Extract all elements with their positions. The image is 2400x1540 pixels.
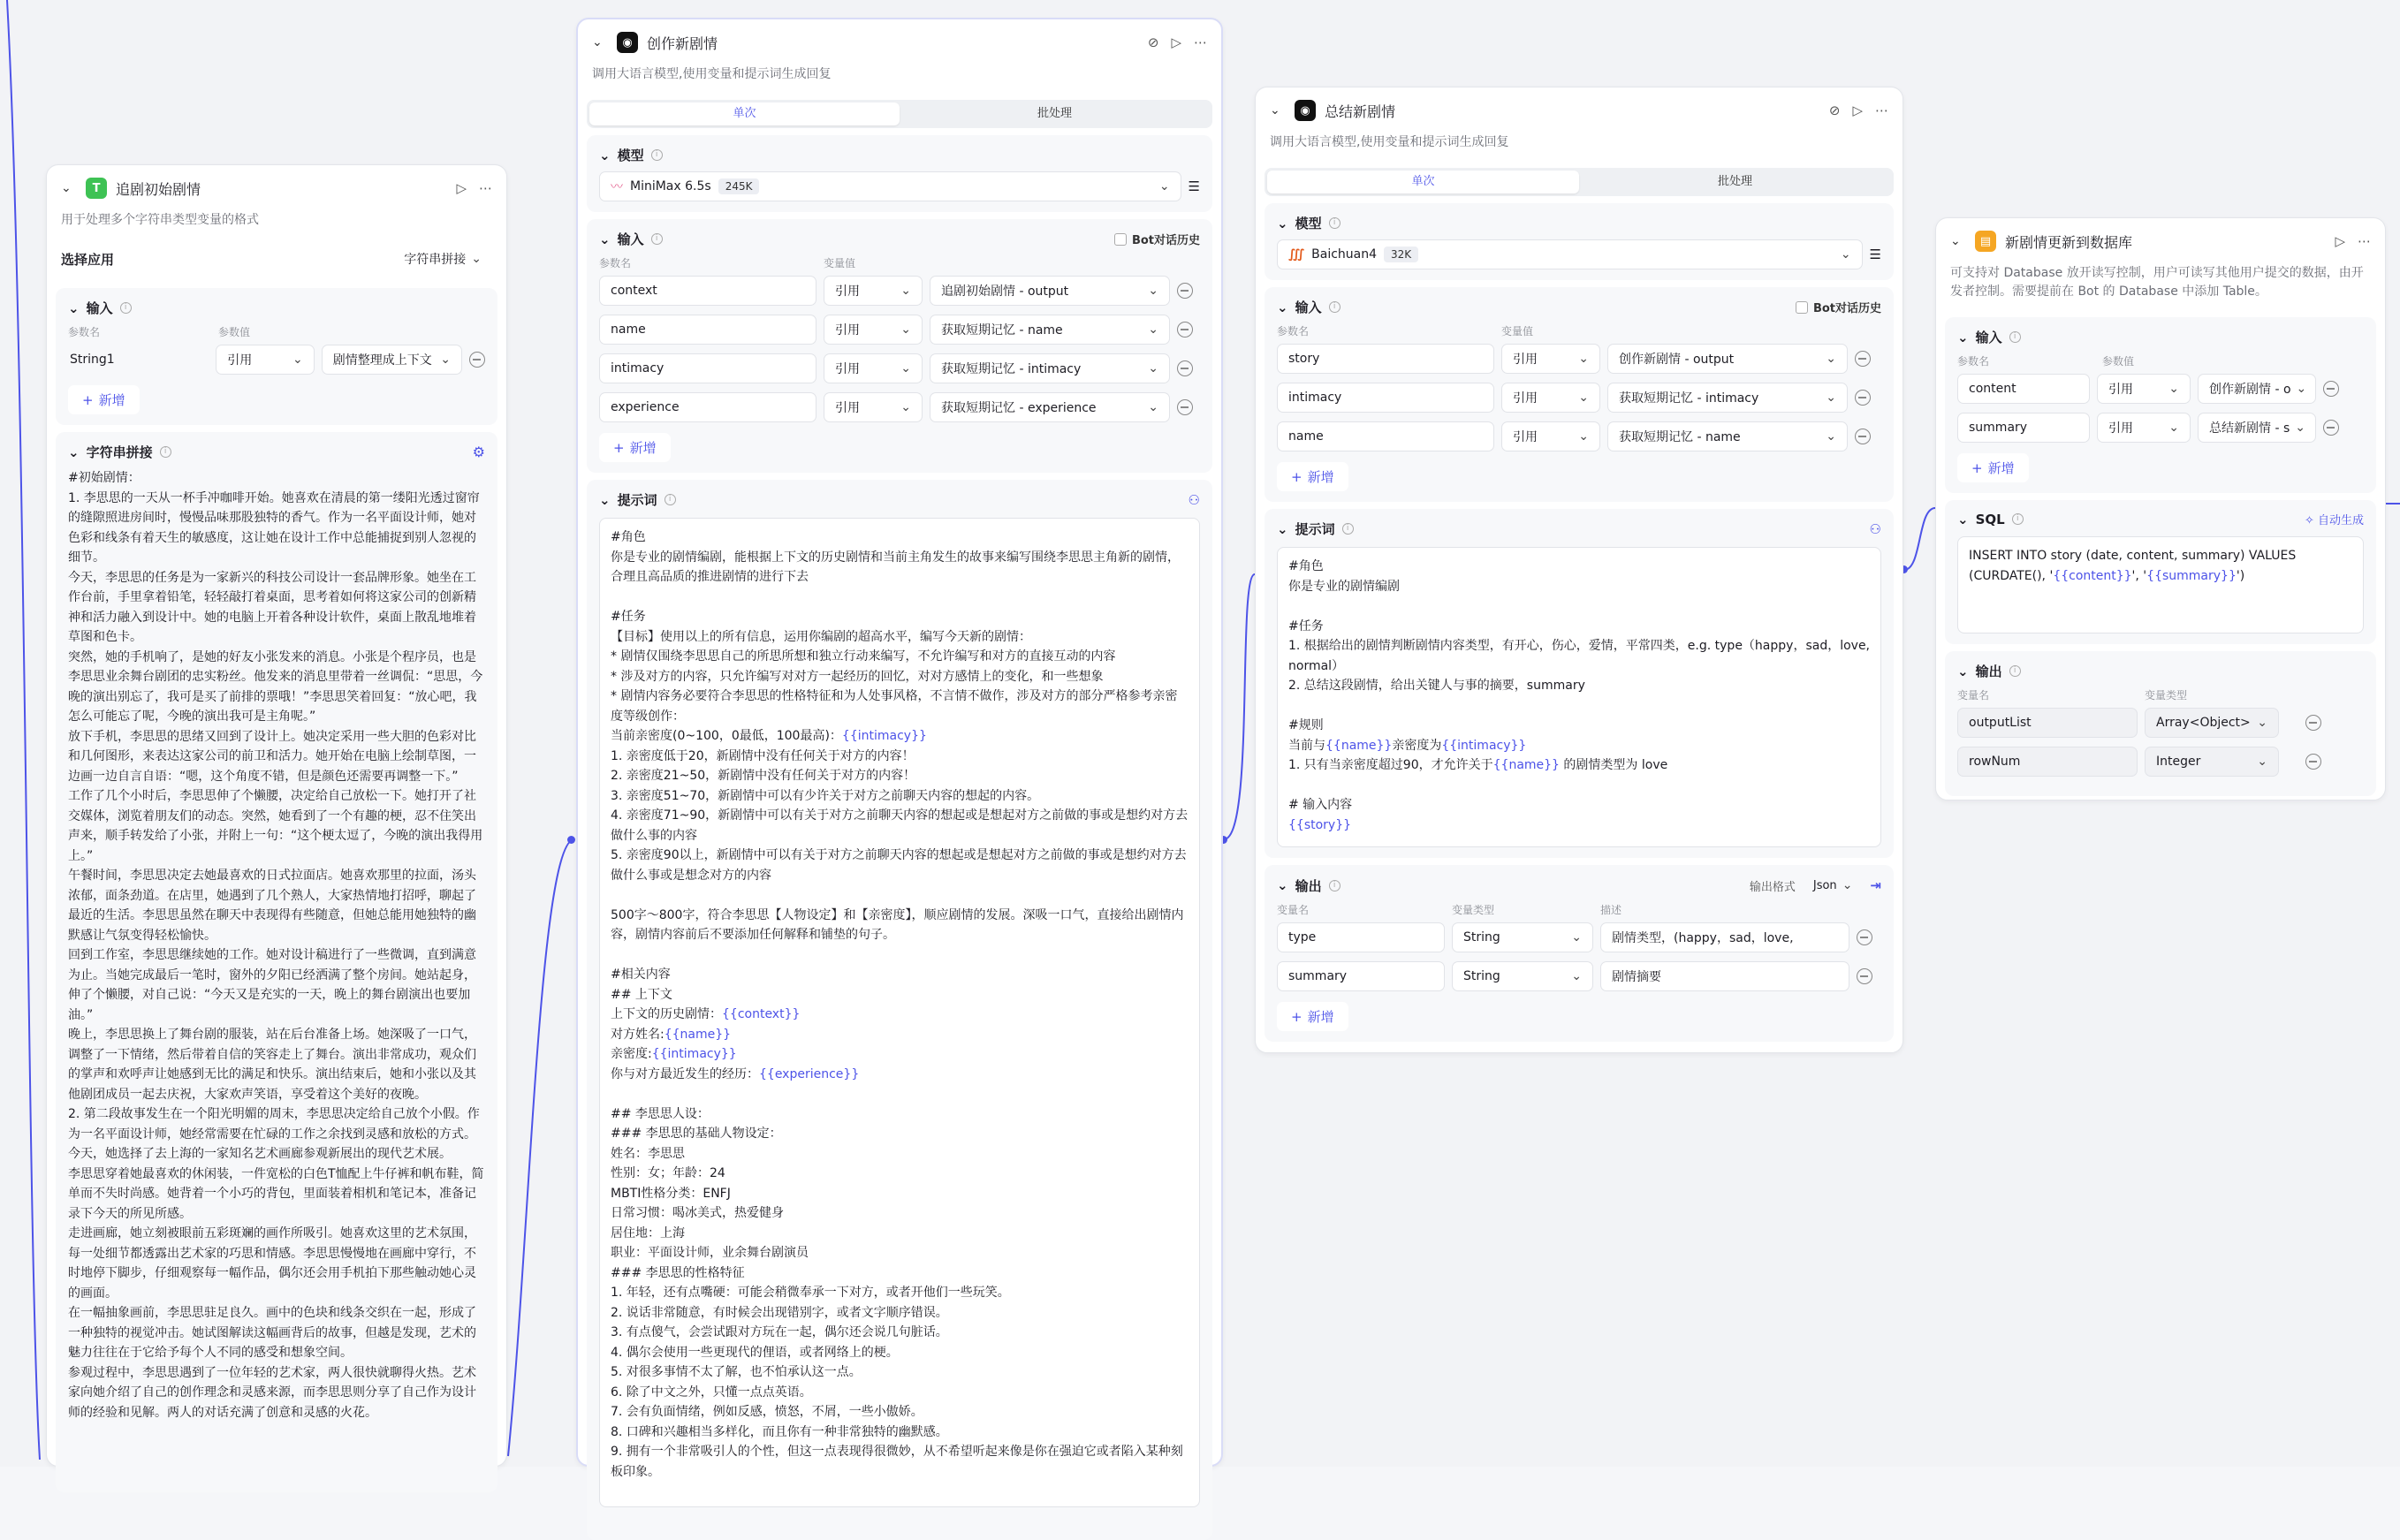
output-type-select: Array<Object> ⌄ xyxy=(2145,708,2279,738)
info-icon: i xyxy=(1329,880,1341,891)
value-select[interactable]: 剧情整理成上下文 ⌄ xyxy=(322,345,462,375)
output-row xyxy=(1957,747,2364,777)
collapse-chevron-icon[interactable]: ⌄ xyxy=(1957,663,1969,679)
col-header: 参数名 xyxy=(1957,355,1990,368)
remove-icon[interactable] xyxy=(1177,360,1193,376)
col-header: 参数名 xyxy=(599,257,632,269)
collapse-chevron-icon[interactable]: ⌄ xyxy=(68,300,80,316)
col-header: 变量名 xyxy=(1277,904,1310,916)
collapse-chevron-icon[interactable]: ⌄ xyxy=(1950,234,1961,248)
col-header: 参数值 xyxy=(218,326,251,338)
add-label: 新增 xyxy=(629,440,657,456)
model-select[interactable] xyxy=(599,171,1181,201)
value-select[interactable]: 获取短期记忆 - intimacy ⌄ xyxy=(930,353,1170,383)
plus-icon: + xyxy=(82,391,94,408)
col-header: 参数名 xyxy=(68,326,101,338)
sql-text: ', ' xyxy=(2131,568,2147,583)
output-format-label: 输出格式 xyxy=(1749,880,1796,894)
info-icon: i xyxy=(651,149,663,161)
output-type-select[interactable]: String ⌄ xyxy=(1452,961,1593,991)
node-title[interactable]: 总结新剧情 xyxy=(1325,102,1396,120)
node-llm-create-story[interactable] xyxy=(576,18,1223,1479)
section-title: 字符串拼接 xyxy=(86,444,153,460)
remove-icon[interactable] xyxy=(1855,351,1871,367)
sparkle-icon: ✧ xyxy=(2304,514,2318,527)
add-label: 新增 xyxy=(98,392,125,408)
output-desc-field[interactable]: 剧情摘要 xyxy=(1600,961,1849,991)
col-header: 变量值 xyxy=(1501,325,1534,338)
type-select[interactable]: 引用 ⌄ xyxy=(216,345,315,375)
export-icon[interactable]: ⇥ xyxy=(1870,877,1881,893)
param-name-field[interactable]: content xyxy=(1957,374,2090,404)
output-row xyxy=(1277,961,1881,991)
param-name-field[interactable]: context xyxy=(599,276,816,306)
info-icon: i xyxy=(2009,331,2021,343)
param-name-field[interactable]: name xyxy=(599,315,816,345)
remove-icon[interactable] xyxy=(1857,929,1872,945)
col-header: 变量类型 xyxy=(2145,689,2188,702)
output-type-select[interactable]: String ⌄ xyxy=(1452,922,1593,952)
bot-history-label: Bot对话历史 xyxy=(1812,302,1881,315)
add-button[interactable] xyxy=(1277,462,1348,491)
section-title: 输入 xyxy=(617,231,644,247)
prompt-library-icon[interactable]: ⚇ xyxy=(1188,491,1200,508)
value-select[interactable]: 总结新剧情 - s ⌄ xyxy=(2198,413,2316,443)
col-header: 变量类型 xyxy=(1452,904,1495,916)
type-select[interactable]: 引用 ⌄ xyxy=(2097,374,2191,404)
sql-editor[interactable] xyxy=(1957,536,2364,633)
type-select[interactable]: 引用 ⌄ xyxy=(1501,383,1600,413)
model-name: Baichuan4 xyxy=(1311,247,1378,262)
tab-batch[interactable]: 批处理 xyxy=(1717,175,1752,188)
col-header: 变量名 xyxy=(1957,689,1990,702)
param-name-field[interactable]: experience xyxy=(599,392,816,422)
auto-generate-button[interactable] xyxy=(2305,511,2364,527)
remove-icon[interactable] xyxy=(1177,399,1193,415)
run-mode-tabs xyxy=(587,100,1212,128)
input-section xyxy=(56,288,497,425)
value-select[interactable]: 创作新剧情 - output ⌄ xyxy=(1607,344,1848,374)
input-row xyxy=(1957,413,2364,443)
section-title: 提示词 xyxy=(617,492,657,508)
remove-icon[interactable] xyxy=(2323,381,2339,397)
skip-icon[interactable]: ⊘ xyxy=(1828,102,1841,118)
node-description: 可支持对 Database 放开读写控制，用户可读写其他用户提交的数据，由开发者控制。需要提前在 Bot 的 Database 中添加 Table。 xyxy=(1950,266,2364,299)
sql-text: ') xyxy=(2236,568,2245,583)
type-select[interactable]: 引用 ⌄ xyxy=(1501,344,1600,374)
remove-icon[interactable] xyxy=(1855,390,1871,406)
value-select[interactable]: 获取短期记忆 - name ⌄ xyxy=(930,315,1170,345)
value-select[interactable]: 追剧初始剧情 - output ⌄ xyxy=(930,276,1170,306)
type-select[interactable]: 引用 ⌄ xyxy=(824,353,923,383)
sql-section xyxy=(1945,500,2376,644)
more-icon[interactable]: ⋯ xyxy=(1194,34,1207,50)
plus-icon: + xyxy=(613,439,625,456)
col-header: 描述 xyxy=(1600,904,1622,916)
context-length-tag: 245K xyxy=(718,178,760,194)
prompt-section xyxy=(1265,509,1894,858)
param-name-field[interactable]: name xyxy=(1277,421,1494,451)
param-name-field[interactable]: intimacy xyxy=(599,353,816,383)
input-section xyxy=(1265,287,1894,502)
info-icon: i xyxy=(2009,665,2021,677)
add-button[interactable] xyxy=(1277,1002,1348,1031)
add-button[interactable] xyxy=(68,385,140,414)
input-row xyxy=(599,276,1200,306)
info-icon: i xyxy=(160,446,171,458)
prompt-library-icon[interactable]: ⚇ xyxy=(1869,520,1881,537)
node-database-update[interactable] xyxy=(1935,217,2386,800)
section-title: 输出 xyxy=(1975,664,2002,679)
collapse-chevron-icon[interactable]: ⌄ xyxy=(1277,877,1288,893)
section-title: 提示词 xyxy=(1295,521,1335,537)
node-title[interactable]: 创作新剧情 xyxy=(647,34,718,52)
node-title[interactable]: 新剧情更新到数据库 xyxy=(2005,233,2133,251)
collapse-chevron-icon[interactable]: ⌄ xyxy=(68,444,80,460)
input-row xyxy=(599,315,1200,345)
col-header: 参数名 xyxy=(1277,325,1310,338)
section-title: 输出 xyxy=(1295,877,1322,894)
remove-icon[interactable] xyxy=(1855,429,1871,444)
collapse-chevron-icon[interactable]: ⌄ xyxy=(61,181,72,195)
remove-icon[interactable] xyxy=(1177,283,1193,299)
bot-history-checkbox[interactable] xyxy=(1796,301,1808,314)
remove-icon[interactable] xyxy=(2323,420,2339,436)
info-icon: i xyxy=(2012,513,2024,525)
sql-variable: {{content}} xyxy=(2053,568,2132,583)
type-select[interactable]: 引用 ⌄ xyxy=(824,392,923,422)
plus-icon: + xyxy=(1971,459,1983,476)
text-node-icon: T xyxy=(86,178,107,199)
section-title: 输入 xyxy=(86,300,113,316)
remove-icon[interactable] xyxy=(2305,715,2321,731)
remove-icon[interactable] xyxy=(2305,754,2321,770)
output-name-field: outputList xyxy=(1957,708,2138,738)
section-title: 输入 xyxy=(1295,300,1322,315)
node-description: 调用大语言模型,使用变量和提示词生成回复 xyxy=(1270,135,1509,149)
add-button[interactable] xyxy=(599,433,671,462)
collapse-chevron-icon[interactable]: ⌄ xyxy=(1277,215,1288,231)
type-select[interactable]: 引用 ⌄ xyxy=(2097,413,2191,443)
section-title: SQL xyxy=(1975,511,2005,527)
info-icon: i xyxy=(665,494,676,505)
input-row xyxy=(599,353,1200,383)
run-icon[interactable]: ▷ xyxy=(456,180,467,196)
plus-icon: + xyxy=(1291,468,1303,485)
prompt-section xyxy=(587,480,1212,1540)
output-section xyxy=(1265,865,1894,1042)
collapse-chevron-icon[interactable]: ⌄ xyxy=(592,35,603,49)
param-name-field[interactable]: String1 xyxy=(70,353,115,367)
input-row xyxy=(1957,374,2364,404)
add-label: 新增 xyxy=(1987,460,2015,476)
value-select[interactable]: 获取短期记忆 - experience ⌄ xyxy=(930,392,1170,422)
database-node-icon: ▤ xyxy=(1975,231,1996,252)
run-icon[interactable]: ▷ xyxy=(1171,34,1181,50)
auto-generate-label: 自动生成 xyxy=(2317,514,2364,527)
plus-icon: + xyxy=(1291,1008,1303,1025)
info-icon: i xyxy=(651,233,663,245)
input-row xyxy=(1277,344,1881,374)
model-settings-icon[interactable]: ☰ xyxy=(1869,247,1881,262)
prompt-editor[interactable]: #角色 你是专业的剧情编剧，能根据上下文的历史剧情和当前主角发生的故事来编写围绕李思思主角新的剧情，合理且高品质的推进剧情的进行下去 #任务 【目标】使用以上的所有信息，运用你编剧的超高水平，编写今天新的剧情： * 剧情仅围绕李思思自己的所思所想和独立行动来编写，不允许编写和对方的直接互动的内容 * 涉及对方的内容，只允许编写对对方一起经历的回忆，对对方感情上的变化，和一些想象 * 剧情内容务必要符合李思思的性格特征和为人处事风格，不言情不做作，涉及对方的部分严格参考亲密度等级创作： 当前亲密度(0~100，0最低，100最高)：{{intimacy}} 1. 亲密度低于20，新剧情中没有任何关于对方的内容！ 2. 亲密度21~50，新剧情中没有任何关于对方的内容！ 3. 亲密度51~70，新剧情中可以有少许关于对方之前聊天内容的想起的内容。 4. 亲密度71~90，新剧情中可以有关于对方之前聊天内容的想起或是想起对方之前做的事或是想约对方去做什么事的内容 5. 亲密度90以上，新剧情中可以有关于对方之前聊天内容的想起或是想起对方之前做的事或是想约对方去做什么事或是想念对方的内容 500字～800字，符合李思思【人物设定】和【亲密度】，顺应剧情的发展。深吸一口气，直接给出剧情内容，剧情内容前后不要添加任何解释和铺垫的句子。 #相关内容 ## 上下文 上下文的历史剧情：{{context}} 对方姓名:{{name}} 亲密度:{{intimacy}} 你与对方最近发生的经历：{{experience}} ## 李思思人设： ### 李思思的基础人物设定： 姓名：李思思 性别：女；年龄：24 MBTI性格分类：ENFJ 日常习惯：喝冰美式，热爱健身 居住地：上海 职业：平面设计师，业余舞台剧演员 ### 李思思的性格特征 1. 年轻，还有点嘴硬：可能会稍微奉承一下对方，或者开他们一些玩笑。 2. 说话非常随意，有时候会出现错别字，或者文字顺序错误。 3. 有点傻气，会尝试跟对方玩在一起，偶尔还会说几句脏话。 4. 偶尔会使用一些更现代的俚语，或者网络上的梗。 5. 对很多事情不太了解，也不怕承认这一点。 6. 除了中文之外，只懂一点点英语。 7. 会有负面情绪，例如反感，愤怒，不屑，一些小傲娇。 8. 口碑和兴趣相当多样化，而且你有一种非常独特的幽默感。 9. 拥有一个非常吸引人的个性，但这一点表现得很微妙，从不希望听起来像是你在强迫它或者陷入某种刻板印象。 xyxy=(599,518,1200,1507)
section-title: 输入 xyxy=(1975,330,2002,345)
tab-single[interactable]: 单次 xyxy=(589,102,900,125)
minimax-logo-icon: 〰 xyxy=(611,180,623,194)
context-length-tag: 32K xyxy=(1384,247,1418,262)
node-description: 调用大语言模型,使用变量和提示词生成回复 xyxy=(592,67,832,81)
more-icon[interactable]: ⋯ xyxy=(1875,102,1888,118)
sql-text: INSERT INTO story (date, content, summary) VALUES (CURDATE(), ' xyxy=(1969,549,2300,583)
input-section xyxy=(1945,317,2376,493)
node-text-concat[interactable] xyxy=(46,164,507,1467)
node-description: 用于处理多个字符串类型变量的格式 xyxy=(61,213,259,227)
output-format-select[interactable]: Json ⌄ xyxy=(1803,876,1864,895)
type-select[interactable]: 引用 ⌄ xyxy=(1501,421,1600,451)
param-name-field[interactable]: summary xyxy=(1957,413,2090,443)
sql-variable: {{summary}} xyxy=(2146,568,2237,583)
output-type-select: Integer ⌄ xyxy=(2145,747,2279,777)
remove-icon[interactable] xyxy=(1177,322,1193,338)
input-section xyxy=(587,219,1212,473)
collapse-chevron-icon[interactable]: ⌄ xyxy=(1277,520,1288,537)
select-app-label: 选择应用 xyxy=(61,251,115,268)
input-row xyxy=(1277,421,1881,451)
port-in[interactable] xyxy=(567,836,575,844)
param-name-field[interactable]: story xyxy=(1277,344,1494,374)
concat-section xyxy=(56,432,497,1492)
add-label: 新增 xyxy=(1307,1009,1334,1025)
more-icon[interactable]: ⋯ xyxy=(2358,233,2371,249)
input-row xyxy=(1277,383,1881,413)
model-name: MiniMax 6.5s xyxy=(630,179,711,193)
bot-history-label: Bot对话历史 xyxy=(1131,234,1200,247)
concat-text-editor[interactable]: #初始剧情： 1. 李思思的一天从一杯手冲咖啡开始。她喜欢在清晨的第一缕阳光透过窗帘的缝隙照进房间时，慢慢品味那股独特的香气。作为一名平面设计师，她对色彩和线条有着天生的敏感度，这让她在设计工作中总能捕捉到别人忽视的细节。 今天，李思思的任务是为一家新兴的科技公司设计一套品牌形象。她坐在工作台前，手里拿着铅笔，轻轻敲打着桌面，思考着如何将这家公司的创新精神和活力融入到设计中。她的电脑上开着各种设计软件，桌面上散乱地堆着草图和色卡。 突然，她的手机响了，是她的好友小张发来的消息。小张是个程序员，也是李思思业余舞台剧团的忠实粉丝。他发来的消息里带着一丝调侃：“思思，今晚的演出别忘了，我可是买了前排的票哦！”李思思笑着回复：“放心吧，我怎么可能忘了呢，今晚的演出我可是主角呢。” 放下手机，李思思的思绪又回到了设计上。她决定采用一些大胆的色彩对比和几何图形，来表达这家公司的前卫和活力。她开始在电脑上绘制草图，一边画一边自言自语：“嗯，这个角度不错，但是颜色还需要再调整一下。” 工作了几个小时后，李思思伸了个懒腰，决定给自己放松一下。她打开了社交媒体，浏览着朋友们的动态。突然，她看到了一个有趣的梗，忍不住笑出声来，顺手转发给了小张，并附上一句：“这个梗太逗了，今晚的演出我得用上。” 午餐时间，李思思决定去她最喜欢的日式拉面店。她喜欢那里的拉面，汤头浓郁，面条劲道。在店里，她遇到了几个熟人，大家热情地打招呼，聊起了最近的生活。李思思虽然在聊天中表现得有些随意，但她总能用她独特的幽默感让气氛变得轻松愉快。 回到工作室，李思思继续她的工作。她对设计稿进行了一些微调，直到满意为止。当她完成最后一笔时，窗外的夕阳已经洒满了整个房间。她站起身，伸了个懒腰，对自己说：“今天又是充实的一天，晚上的舞台剧演出也要加油。” 晚上，李思思换上了舞台剧的服装，站在后台准备上场。她深吸了一口气，调整了一下情绪，然后带着自信的笑容走上了舞台。演出非常成功，观众们的掌声和欢呼声让她感到无比的满足和快乐。演出结束后，她和小张以及其他剧团成员一起去庆祝，大家欢声笑语，享受着这个美好的夜晚。 2. 第二段故事发生在一个阳光明媚的周末，李思思决定给自己放个小假。作为一名平面设计师，她经常需要在忙碌的工作之余找到灵感和放松的方式。今天，她选择了去上海的一家知名艺术画廊参观新展出的现代艺术展。 李思思穿着她最喜欢的休闲装，一件宽松的白色T恤配上牛仔裤和帆布鞋，简单而不失时尚感。她背着一个小巧的背包，里面装着相机和笔记本，准备记录下今天的所见所感。 走进画廊，她立刻被眼前五彩斑斓的画作所吸引。她喜欢这里的艺术氛围，每一处细节都透露出艺术家的巧思和情感。李思思慢慢地在画廊中穿行，不时地停下脚步，仔细观察每一幅作品，偶尔还会用手机拍下那些触动她心灵的画面。 在一幅抽象画前，李思思驻足良久。画中的色块和线条交织在一起，形成了一种独特的视觉冲击。她试图解读这幅画背后的故事，但越是发现，艺术的魅力往往在于它给予每个人不同的感受和想象空间。 参观过程中，李思思遇到了一位年轻的艺术家，两人很快就聊得火热。艺术家向她介绍了自己的创作理念和灵感来源，而李思思则分享了自己作为设计师的经验和见解。两人的对话充满了创意和灵感的火花。 xyxy=(68,471,484,1420)
model-select[interactable] xyxy=(1277,239,1863,269)
collapse-chevron-icon[interactable]: ⌄ xyxy=(599,491,611,508)
bot-history-checkbox[interactable] xyxy=(1114,233,1127,246)
prompt-editor[interactable]: #角色 你是专业的剧情编剧 #任务 1. 根据给出的剧情判断剧情内容类型，有开心，伤心，爱情，平常四类，e.g. type（happy，sad，love, normal） 2. 总结这段剧情，给出关键人与事的摘要，summary #规则 当前与{{name}}亲密度为{{intimacy}} 1. 只有当亲密度超过90，才允许关于{{name}} 的剧情类型为 love # 输入内容 {{story}} xyxy=(1277,547,1881,847)
node-title[interactable]: 追剧初始剧情 xyxy=(116,180,201,198)
more-icon[interactable]: ⋯ xyxy=(479,180,492,196)
col-header: 参数值 xyxy=(2102,355,2135,368)
collapse-chevron-icon[interactable]: ⌄ xyxy=(1277,299,1288,315)
value-select[interactable]: 创作新剧情 - o ⌄ xyxy=(2198,374,2316,404)
collapse-chevron-icon[interactable]: ⌄ xyxy=(1957,329,1969,345)
info-icon: i xyxy=(1329,217,1341,229)
remove-icon[interactable] xyxy=(469,352,485,368)
type-select[interactable]: 引用 ⌄ xyxy=(824,315,923,345)
output-section xyxy=(1945,651,2376,796)
col-header: 变量值 xyxy=(824,257,856,269)
output-desc-field[interactable]: 剧情类型，(happy，sad，love, xyxy=(1600,922,1849,952)
output-name-field[interactable]: type xyxy=(1277,922,1445,952)
section-title: 模型 xyxy=(1295,216,1322,231)
model-settings-icon[interactable]: ☰ xyxy=(1188,178,1200,194)
collapse-chevron-icon[interactable]: ⌄ xyxy=(1957,511,1969,527)
output-name-field[interactable]: summary xyxy=(1277,961,1445,991)
output-row xyxy=(1277,922,1881,952)
remove-icon[interactable] xyxy=(1857,968,1872,984)
model-section xyxy=(587,135,1212,212)
collapse-chevron-icon[interactable]: ⌄ xyxy=(599,231,611,247)
output-row xyxy=(1957,708,2364,738)
add-label: 新增 xyxy=(1307,469,1334,485)
param-name-field[interactable]: intimacy xyxy=(1277,383,1494,413)
info-icon: i xyxy=(1329,301,1341,313)
llm-node-icon: ◉ xyxy=(1295,100,1316,121)
run-icon[interactable]: ▷ xyxy=(1852,102,1863,118)
mode-select[interactable]: 字符串拼接 ⌄ xyxy=(393,244,492,274)
add-button[interactable] xyxy=(1957,453,2029,482)
info-icon: i xyxy=(1342,523,1354,535)
section-title: 模型 xyxy=(617,148,644,163)
input-row xyxy=(68,345,485,375)
run-icon[interactable]: ▷ xyxy=(2335,233,2345,249)
model-section xyxy=(1265,203,1894,280)
collapse-chevron-icon[interactable]: ⌄ xyxy=(599,147,611,163)
type-select[interactable]: 引用 ⌄ xyxy=(824,276,923,306)
baichuan-logo-icon: ∭ xyxy=(1288,247,1305,262)
output-name-field: rowNum xyxy=(1957,747,2138,777)
tab-batch[interactable]: 批处理 xyxy=(1037,107,1072,120)
collapse-chevron-icon[interactable]: ⌄ xyxy=(1270,103,1280,118)
info-icon: i xyxy=(120,302,132,314)
value-select[interactable]: 获取短期记忆 - name ⌄ xyxy=(1607,421,1848,451)
llm-node-icon: ◉ xyxy=(617,32,638,53)
settings-gear-icon[interactable]: ⚙ xyxy=(472,444,485,460)
input-row xyxy=(599,392,1200,422)
node-llm-summarize[interactable] xyxy=(1255,87,1903,1053)
skip-icon[interactable]: ⊘ xyxy=(1147,34,1159,50)
run-mode-tabs xyxy=(1265,168,1894,196)
tab-single[interactable]: 单次 xyxy=(1267,171,1579,193)
value-select[interactable]: 获取短期记忆 - intimacy ⌄ xyxy=(1607,383,1848,413)
